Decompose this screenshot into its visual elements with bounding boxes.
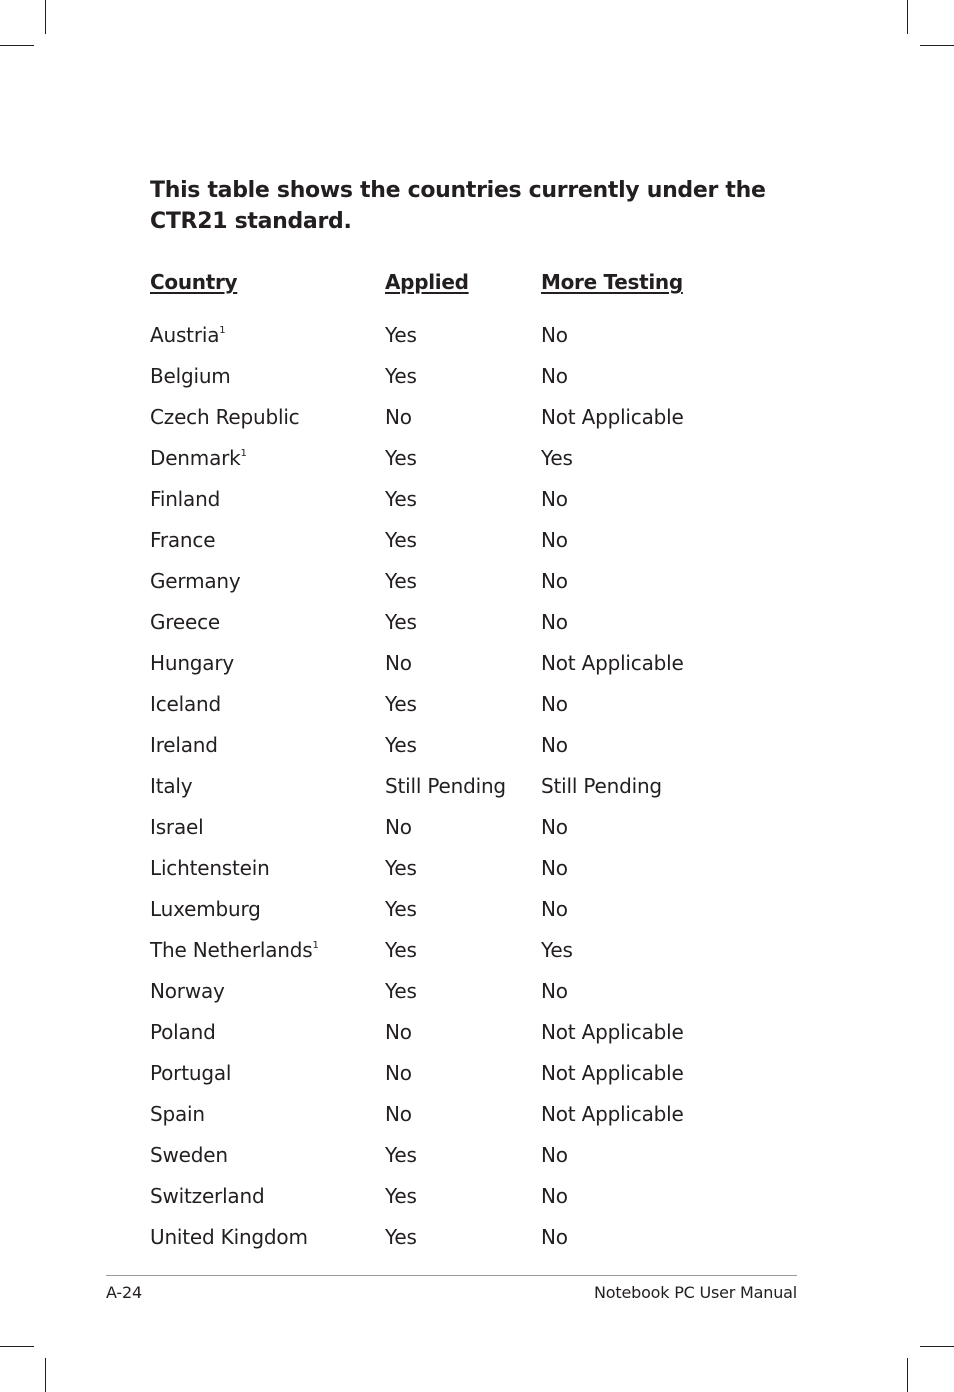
footer-page-number: A-24 <box>106 1283 142 1302</box>
table-row <box>150 437 801 478</box>
crop-mark-top-left-horizontal <box>0 45 34 46</box>
cell-more-testing: Not Applicable <box>541 404 684 429</box>
cell-more-testing: No <box>541 568 568 593</box>
cell-applied: No <box>385 1060 412 1085</box>
cell-more-testing: No <box>541 609 568 634</box>
cell-more-testing: Not Applicable <box>541 650 684 675</box>
cell-applied: Yes <box>385 527 417 552</box>
table-header-row <box>150 270 801 311</box>
table-row <box>150 601 801 642</box>
country-name: Luxemburg <box>150 896 261 921</box>
country-name: Italy <box>150 773 193 798</box>
table-row <box>150 888 801 929</box>
cell-country <box>150 1052 385 1093</box>
cell-applied: Still Pending <box>385 773 506 798</box>
cell-more-testing: Yes <box>541 445 573 470</box>
cell-more-testing: No <box>541 978 568 1003</box>
cell-country <box>150 1134 385 1175</box>
table-row <box>150 519 801 560</box>
cell-applied: Yes <box>385 363 417 388</box>
column-header-more-testing: More Testing <box>541 270 683 294</box>
table-row <box>150 765 801 806</box>
country-name: Austria <box>150 322 220 347</box>
table-row <box>150 1216 801 1257</box>
cell-more-testing: Yes <box>541 937 573 962</box>
cell-more-testing: No <box>541 363 568 388</box>
country-name: Finland <box>150 486 221 511</box>
cell-country <box>150 806 385 847</box>
country-name: Israel <box>150 814 204 839</box>
cell-country <box>150 601 385 642</box>
country-name: Ireland <box>150 732 218 757</box>
table-row <box>150 1175 801 1216</box>
cell-more-testing: Not Applicable <box>541 1019 684 1044</box>
footnote-marker: 1 <box>312 939 319 951</box>
cell-more-testing: Still Pending <box>541 773 662 798</box>
cell-country <box>150 929 385 970</box>
cell-more-testing: No <box>541 814 568 839</box>
cell-country <box>150 642 385 683</box>
page-heading: This table shows the countries currently under the CTR21 standard. <box>150 178 766 234</box>
footnote-marker: 1 <box>240 447 247 459</box>
page-content <box>150 175 810 1257</box>
cell-applied: Yes <box>385 732 417 757</box>
table-row <box>150 355 801 396</box>
crop-mark-bottom-right-horizontal <box>920 1346 954 1347</box>
cell-applied: Yes <box>385 896 417 921</box>
country-name: Denmark <box>150 445 241 470</box>
crop-mark-top-right-horizontal <box>920 45 954 46</box>
cell-more-testing: No <box>541 732 568 757</box>
cell-applied: Yes <box>385 1183 417 1208</box>
country-name: France <box>150 527 216 552</box>
cell-country <box>150 396 385 437</box>
cell-more-testing: No <box>541 1142 568 1167</box>
table-row <box>150 970 801 1011</box>
table-row <box>150 847 801 888</box>
country-name: Czech Republic <box>150 404 300 429</box>
country-name: United Kingdom <box>150 1224 308 1249</box>
cell-applied: Yes <box>385 1224 417 1249</box>
cell-applied: Yes <box>385 445 417 470</box>
cell-country <box>150 847 385 888</box>
crop-mark-bottom-left-vertical <box>45 1358 46 1392</box>
country-name: Norway <box>150 978 225 1003</box>
table-row <box>150 1093 801 1134</box>
cell-applied: Yes <box>385 568 417 593</box>
cell-country <box>150 355 385 396</box>
cell-country <box>150 1093 385 1134</box>
crop-mark-top-right-vertical <box>907 0 908 34</box>
footer-manual-title: Notebook PC User Manual <box>594 1283 797 1302</box>
column-header-applied: Applied <box>385 270 469 294</box>
ctr21-country-table <box>150 270 801 1257</box>
cell-country <box>150 888 385 929</box>
cell-country <box>150 970 385 1011</box>
cell-applied: No <box>385 1019 412 1044</box>
cell-country <box>150 1175 385 1216</box>
table-row <box>150 724 801 765</box>
cell-more-testing: No <box>541 1183 568 1208</box>
footnote-marker: 1 <box>219 324 226 336</box>
country-name: Sweden <box>150 1142 228 1167</box>
table-body <box>150 311 801 1257</box>
cell-country <box>150 683 385 724</box>
cell-applied: Yes <box>385 609 417 634</box>
cell-country <box>150 519 385 560</box>
table-row <box>150 311 801 355</box>
column-header-country: Country <box>150 270 238 294</box>
crop-mark-bottom-left-horizontal <box>0 1346 34 1347</box>
cell-country <box>150 1011 385 1052</box>
table-row <box>150 478 801 519</box>
cell-applied: Yes <box>385 691 417 716</box>
cell-applied: No <box>385 1101 412 1126</box>
cell-more-testing: No <box>541 1224 568 1249</box>
cell-country <box>150 724 385 765</box>
cell-applied: Yes <box>385 937 417 962</box>
cell-more-testing: No <box>541 322 568 347</box>
table-row <box>150 806 801 847</box>
cell-applied: No <box>385 814 412 839</box>
country-name: Germany <box>150 568 241 593</box>
country-name: Switzerland <box>150 1183 265 1208</box>
country-name: Portugal <box>150 1060 232 1085</box>
cell-country <box>150 765 385 806</box>
country-name: Iceland <box>150 691 221 716</box>
cell-more-testing: No <box>541 896 568 921</box>
cell-applied: Yes <box>385 322 417 347</box>
cell-applied: Yes <box>385 855 417 880</box>
cell-applied: No <box>385 404 412 429</box>
table-row <box>150 1134 801 1175</box>
cell-more-testing: Not Applicable <box>541 1101 684 1126</box>
cell-country <box>150 478 385 519</box>
cell-more-testing: Not Applicable <box>541 1060 684 1085</box>
table-row <box>150 560 801 601</box>
country-name: Lichtenstein <box>150 855 270 880</box>
table-row <box>150 396 801 437</box>
country-name: Belgium <box>150 363 231 388</box>
footer-divider <box>106 1275 797 1276</box>
table-row <box>150 1052 801 1093</box>
table-row <box>150 642 801 683</box>
cell-country <box>150 311 385 355</box>
table-row <box>150 929 801 970</box>
country-name: Greece <box>150 609 220 634</box>
country-name: Spain <box>150 1101 205 1126</box>
country-name: Poland <box>150 1019 216 1044</box>
cell-applied: Yes <box>385 978 417 1003</box>
cell-country <box>150 1216 385 1257</box>
cell-more-testing: No <box>541 486 568 511</box>
cell-more-testing: No <box>541 527 568 552</box>
cell-more-testing: No <box>541 691 568 716</box>
table-row <box>150 683 801 724</box>
cell-more-testing: No <box>541 855 568 880</box>
crop-mark-bottom-right-vertical <box>907 1358 908 1392</box>
country-name: The Netherlands <box>150 937 313 962</box>
cell-applied: No <box>385 650 412 675</box>
country-name: Hungary <box>150 650 235 675</box>
cell-country <box>150 437 385 478</box>
cell-applied: Yes <box>385 486 417 511</box>
crop-mark-top-left-vertical <box>45 0 46 34</box>
table-row <box>150 1011 801 1052</box>
cell-country <box>150 560 385 601</box>
cell-applied: Yes <box>385 1142 417 1167</box>
